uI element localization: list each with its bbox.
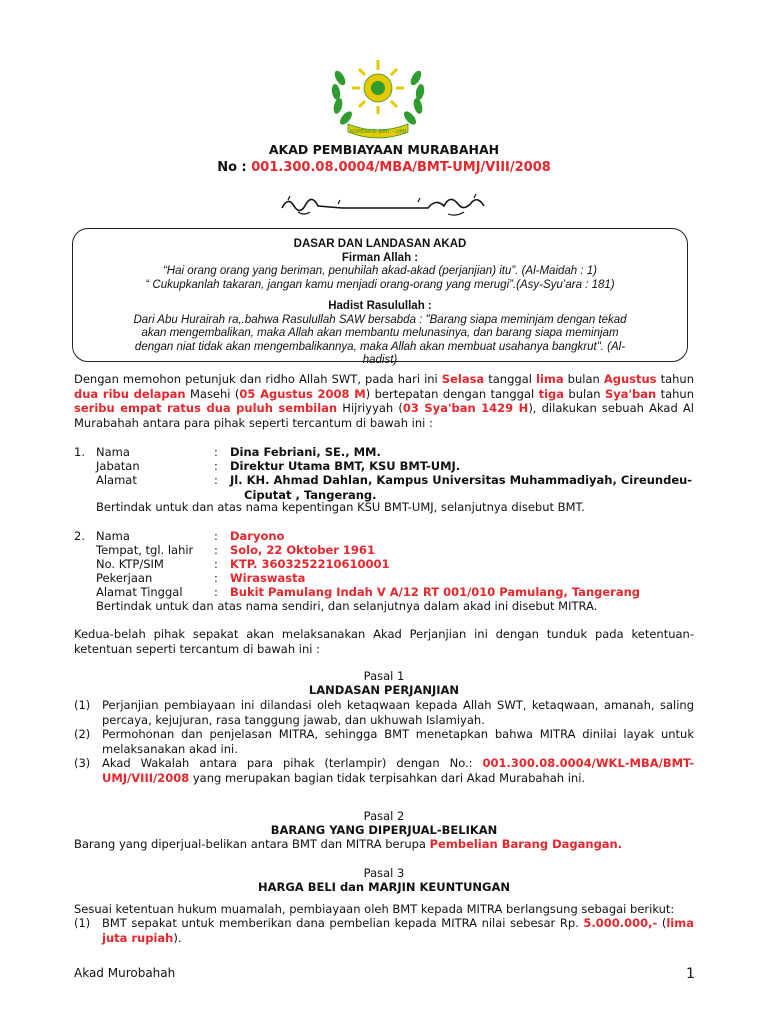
pasal3-item-number: (1) xyxy=(74,916,91,930)
intro-day: Selasa xyxy=(441,372,485,386)
intro-text: tanggal xyxy=(484,372,536,386)
financing-amount: 5.000.000,- xyxy=(583,916,658,930)
intro-hijri-date: tiga xyxy=(538,386,565,401)
party2-ktp-label: No. KTP/SIM xyxy=(96,557,164,571)
pasal2-text-part: Barang yang diperjual-belikan antara BMT dan MITRA berupa xyxy=(74,837,430,851)
firman-line: “Hai orang orang yang beriman, penuhilah akad-akad (perjanjian) itu”. (Al-Maidah : 1) xyxy=(162,265,598,277)
page-number: 1 xyxy=(686,966,695,982)
party1-alamat-line: Ciputat , Tangerang. xyxy=(244,487,377,502)
colon: : xyxy=(214,543,218,557)
party1-name-label: Nama xyxy=(96,445,130,459)
party2-ttl-row xyxy=(74,543,704,558)
colon: : xyxy=(214,557,218,571)
hadist-line: Dari Abu Hurairah ra,.bahwa Rasulullah SAW bersabda : "Barang siapa meminjam dengan tekad xyxy=(133,313,627,326)
intro-paragraph xyxy=(74,372,694,430)
party1-alamat xyxy=(230,473,700,502)
party2-name: Daryono xyxy=(230,529,285,543)
colon: : xyxy=(214,529,218,543)
legal-basis-box xyxy=(72,228,688,366)
pasal3-title: Pasal 3 xyxy=(363,866,405,880)
intro-text: Dengan memohon petunjuk dan ridho Allah SWT, pada hari ini xyxy=(74,372,442,386)
pasal3-intro: Sesuai ketentuan hukum muamalah, pembiayaan oleh BMT kepada MITRA berlangsung sebagai berikut: xyxy=(74,902,675,916)
party1-jabatan-label: Jabatan xyxy=(96,459,140,473)
footer-title: Akad Murobahah xyxy=(74,966,176,980)
party2-number: 2. xyxy=(74,529,85,543)
party1-alamat-label: Alamat xyxy=(96,473,137,487)
agreement-paragraph: Kedua-belah pihak sepakat akan melaksanakan Akad Perjanjian ini dengan tunduk pada ketentuan-ketentuan seperti tercantum di bawah ini : xyxy=(74,627,694,656)
wakalah-reference: 001.300.08.0004/WKL-MBA/BMT-UMJ/VIII/2008 xyxy=(102,756,694,785)
colon: : xyxy=(214,571,218,585)
hadist-line: hadist) xyxy=(362,354,398,366)
logo-text: KOPERASI BMT - UMJ xyxy=(349,129,407,135)
pasal1-title: Pasal 1 xyxy=(363,669,405,683)
party2-ktp: KTP. 3603252210610001 xyxy=(230,557,390,571)
pasal1-item xyxy=(74,727,694,756)
party1-jabatan-row xyxy=(74,459,704,474)
party1-name: Dina Febriani, SE., MM. xyxy=(230,445,381,459)
document-title: AKAD PEMBIAYAAN MURABAHAH xyxy=(268,142,500,157)
hadist-line: akan mengembalikan, maka Allah akan membantu melunasinya, dan barang siapa meminjam xyxy=(141,327,619,339)
intro-text: tahun xyxy=(656,386,694,401)
party2-job-row xyxy=(74,571,704,586)
intro-date-word: lima xyxy=(535,372,564,386)
intro-hijri-full: 03 Sya'ban 1429 H xyxy=(402,401,529,416)
pasal3-list xyxy=(74,916,694,945)
cooperative-logo xyxy=(326,48,430,140)
pasal1-subtitle: LANDASAN PERJANJIAN xyxy=(308,683,460,697)
pasal2-text xyxy=(74,837,694,852)
colon: : xyxy=(214,585,218,599)
party2-note: Bertindak untuk dan atas nama sendiri, dan selanjutnya dalam akad ini disebut MITRA. xyxy=(96,599,598,613)
party2-name-label: Nama xyxy=(96,529,130,543)
document-number-label: No : xyxy=(217,160,247,175)
colon: : xyxy=(214,445,218,459)
party1-jabatan: Direktur Utama BMT, KSU BMT-UMJ. xyxy=(230,459,461,473)
pasal2-title: Pasal 2 xyxy=(363,809,405,823)
party2-job: Wiraswasta xyxy=(230,571,306,585)
party2-job-label: Pekerjaan xyxy=(96,571,153,585)
firman-line: “ Cukupkanlah takaran, jangan kamu menjadi orang-orang yang merugi”.(Asy-Syu’ara : 181) xyxy=(145,278,615,291)
document-number xyxy=(0,160,768,175)
pasal2-goods: Pembelian Barang Dagangan. xyxy=(429,837,623,851)
party2-ttl-label: Tempat, tgl. lahir xyxy=(96,543,194,557)
pasal1-item-number: (1) xyxy=(74,698,91,712)
intro-hijri-year-words: seribu empat ratus dua puluh sembilan xyxy=(74,401,338,416)
intro-text: tahun xyxy=(656,372,694,386)
party2-addr-label: Alamat Tinggal xyxy=(96,585,183,599)
colon: : xyxy=(214,473,218,487)
box-heading: DASAR DAN LANDASAN AKAD xyxy=(293,238,467,250)
pasal3-subtitle: HARGA BELI dan MARJIN KEUNTUNGAN xyxy=(257,880,511,894)
pasal2-subtitle: BARANG YANG DIPERJUAL-BELIKAN xyxy=(270,823,498,837)
pasal1-item-text: Perjanjian pembiayaan ini dilandasi oleh ketaqwaan kepada Allah SWT, ketaqwaan, amanah, saling percaya, kejujuran, rasa tanggung jawab, dan ukhuwah Islamiyah. xyxy=(102,698,694,727)
intro-date-full: 05 Agustus 2008 M xyxy=(239,386,366,401)
basmalah-calligraphy xyxy=(278,190,488,218)
pasal1-item-number: (2) xyxy=(74,727,91,742)
pasal3-item-text: ). xyxy=(173,930,182,945)
pasal3-item xyxy=(74,916,694,945)
pasal1-item xyxy=(74,698,694,727)
hadist-line: dengan niat tidak akan mengembalikannya, maka Allah akan membuat usahanya bangkrut". (Al- xyxy=(134,340,626,353)
intro-text: bulan xyxy=(564,386,605,401)
party2-ktp-row xyxy=(74,557,704,572)
intro-text: bulan xyxy=(563,372,604,386)
intro-hijri-month: Sya'ban xyxy=(604,386,657,401)
party1-name-row xyxy=(74,445,704,460)
party1-alamat-line: Jl. KH. Ahmad Dahlan, Kampus Universitas Muhammadiyah, Cireundeu- xyxy=(230,473,693,487)
hadist-title: Hadist Rasulullah : xyxy=(328,300,432,312)
party1-number: 1. xyxy=(74,445,85,459)
pasal1-list xyxy=(74,698,694,786)
pasal1-item-text: Akad Wakalah antara para pihak (terlampir) dengan No.: xyxy=(102,756,483,771)
pasal3-item-text: ( xyxy=(657,916,667,930)
firman-title: Firman Allah : xyxy=(341,251,419,264)
party1-note: Bertindak untuk dan atas nama kepentingan KSU BMT-UMJ, selanjutnya disebut BMT. xyxy=(96,500,585,514)
intro-month: Agustus xyxy=(603,372,657,386)
party2-ttl: Solo, 22 Oktober 1961 xyxy=(230,543,375,557)
intro-text: ), dilakukan sebuah Akad Al Murabahah antara para pihak seperti tercantum di bawah ini : xyxy=(74,401,694,430)
pasal1-item-text: Permohonan dan penjelasan MITRA, sehingga BMT menetapkan bahwa MITRA dinilai layak untuk melaksanakan akad ini. xyxy=(102,727,694,756)
party2-addr: Bukit Pamulang Indah V A/12 RT 001/010 Pamulang, Tangerang xyxy=(230,585,641,599)
pasal1-item xyxy=(74,756,694,785)
financing-amount-words: lima juta rupiah xyxy=(102,916,694,945)
party1-alamat-row xyxy=(74,473,704,503)
intro-text: Hijriyyah ( xyxy=(337,401,403,416)
party2-name-row xyxy=(74,529,704,544)
party2-addr-row xyxy=(74,585,704,600)
intro-text: ) bertepatan dengan tanggal xyxy=(365,386,539,401)
intro-text: Masehi ( xyxy=(185,386,240,401)
document-number-value: 001.300.08.0004/MBA/BMT-UMJ/VIII/2008 xyxy=(251,160,551,175)
pasal1-item-number: (3) xyxy=(74,756,91,771)
colon: : xyxy=(214,459,218,473)
pasal1-item-text: yang merupakan bagian tidak terpisahkan dari Akad Murabahah ini. xyxy=(189,770,586,785)
pasal3-item-text: BMT sepakat untuk memberikan dana pembelian kepada MITRA nilai sebesar Rp. xyxy=(102,916,584,930)
intro-year-words: dua ribu delapan xyxy=(74,386,186,401)
